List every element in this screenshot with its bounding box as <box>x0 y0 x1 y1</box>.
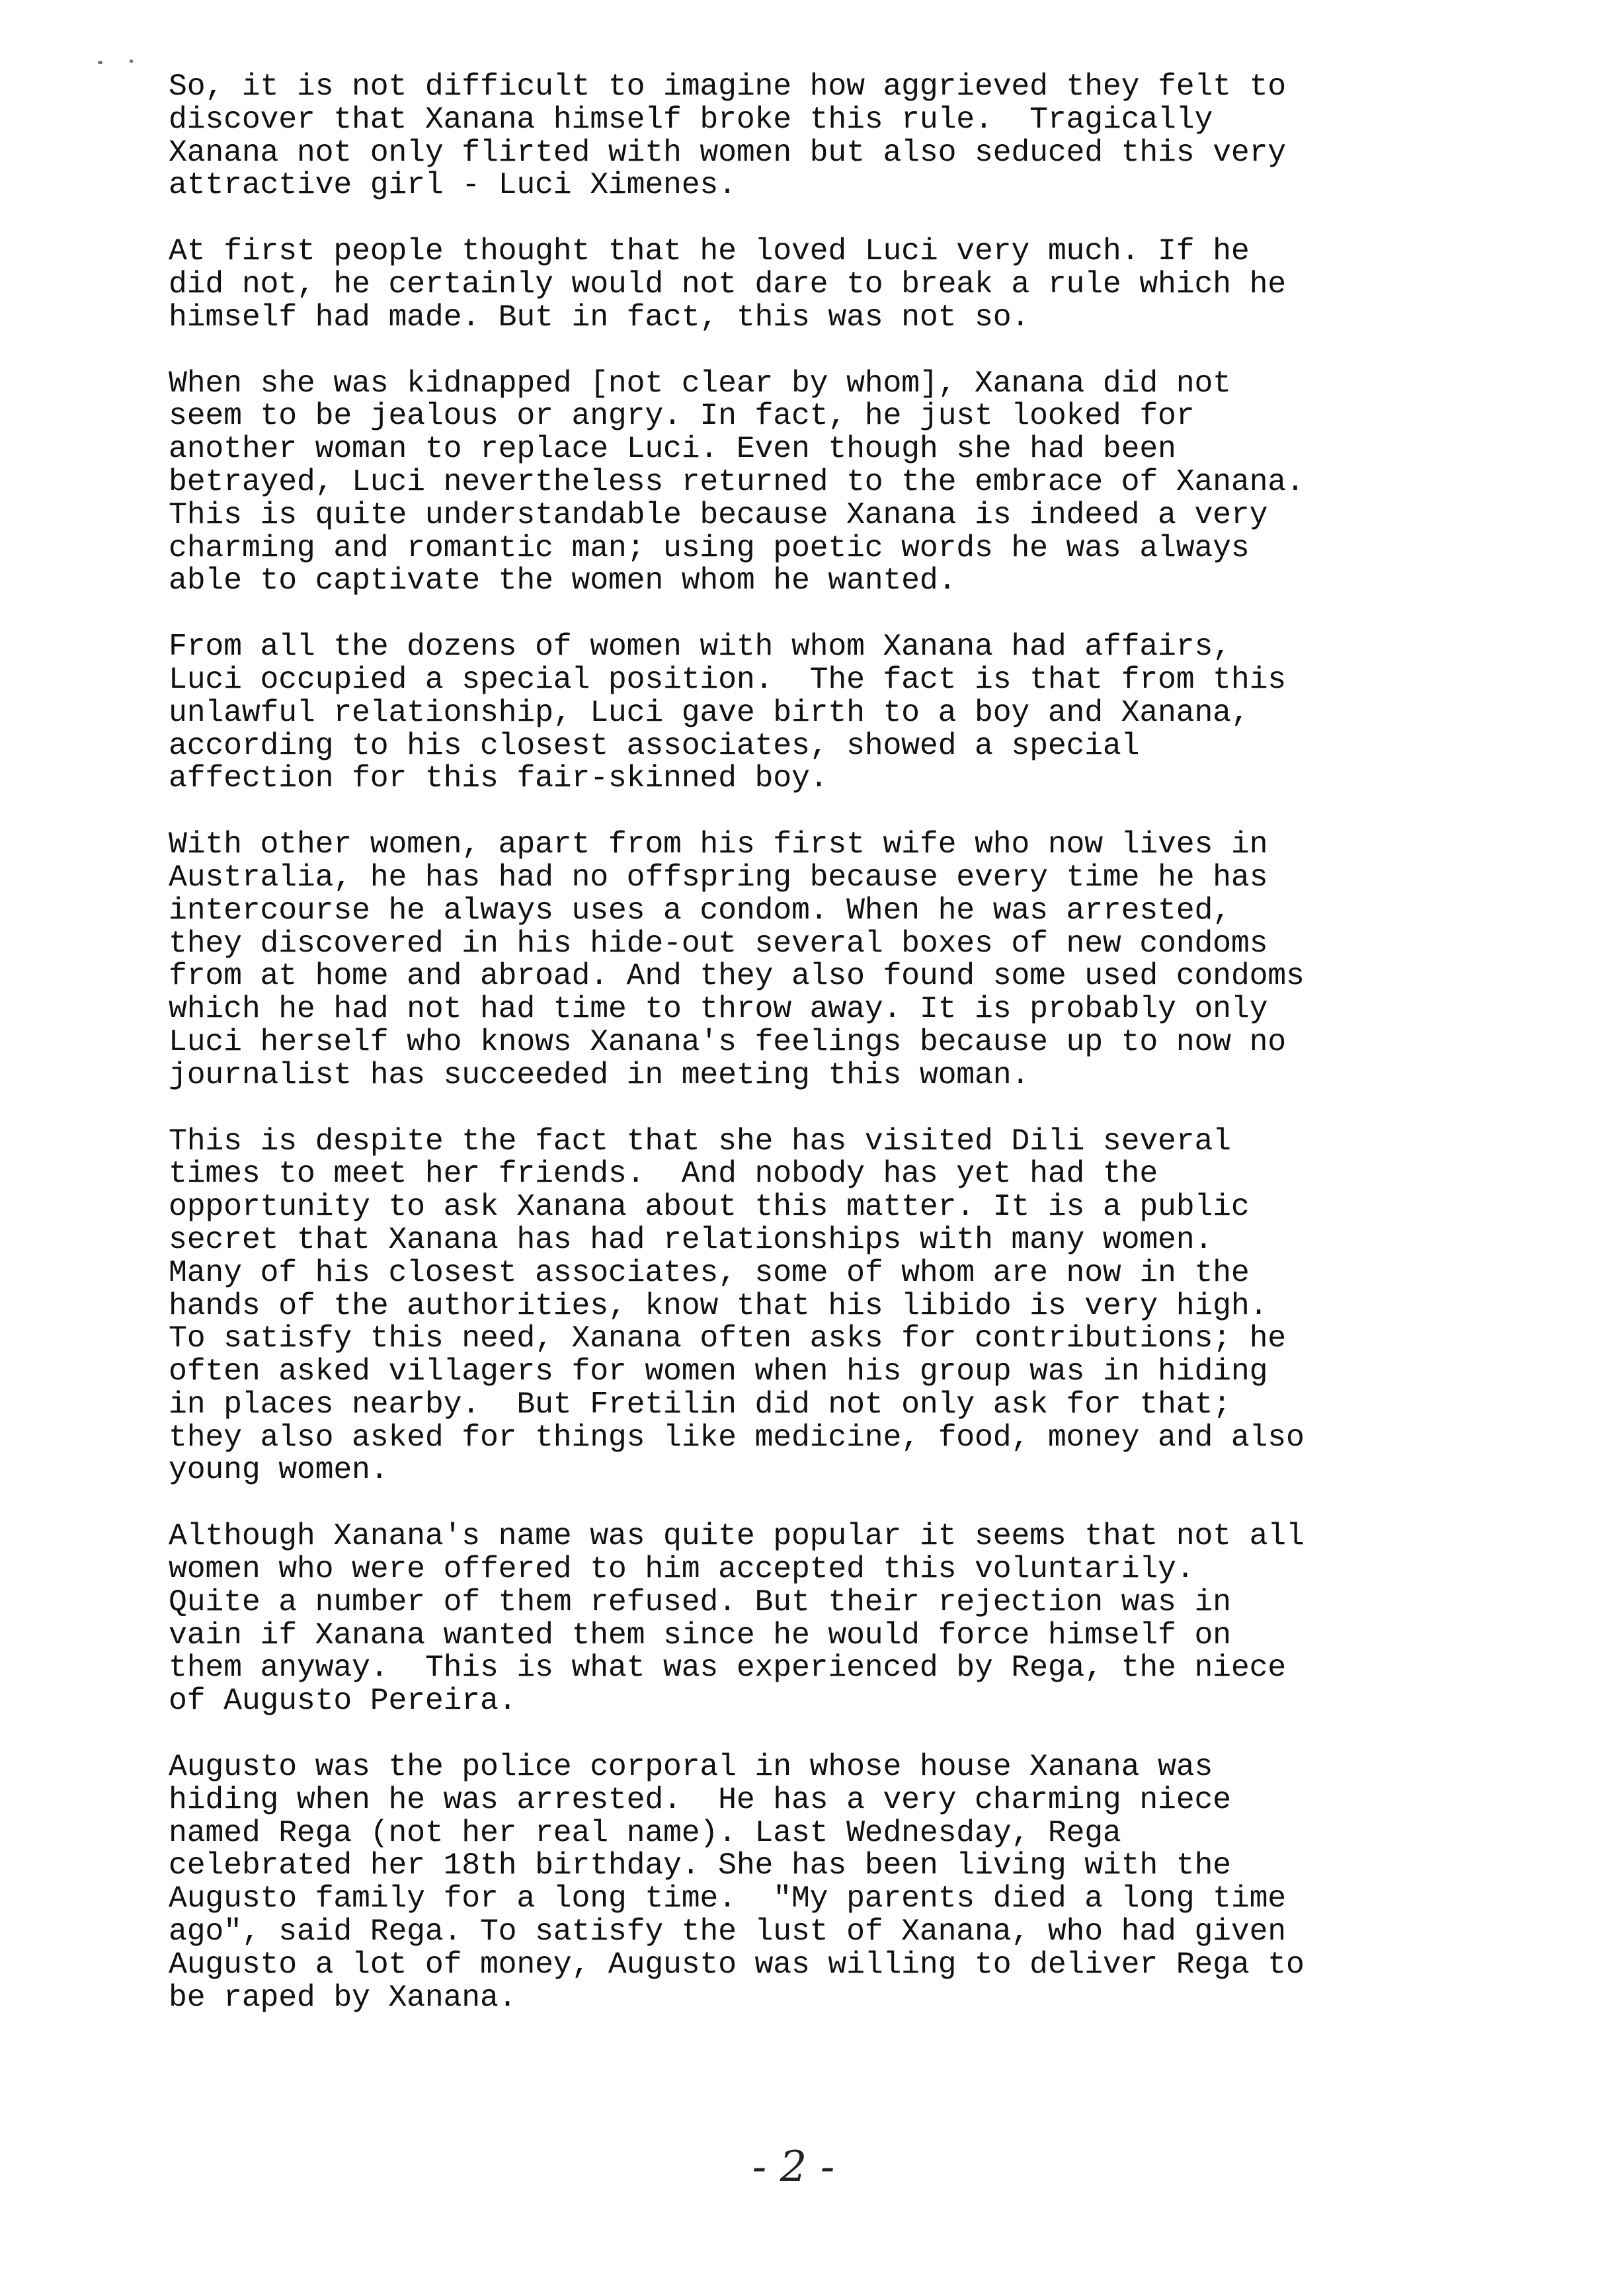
text-line: which he had not had time to throw away. It is probably only <box>169 991 1268 1027</box>
text-line: When she was kidnapped [not clear by whom], Xanana did not <box>169 365 1231 401</box>
text-line: times to meet her friends. And nobody has yet had the <box>169 1156 1158 1192</box>
paragraph-2 <box>169 235 1577 333</box>
text-line: himself had made. But in fact, this was not so. <box>169 299 1030 335</box>
text-line: often asked villagers for women when his group was in hiding <box>169 1354 1268 1389</box>
text-line: ago", said Rega. To satisfy the lust of Xanana, who had given <box>169 1914 1286 1949</box>
text-line: them anyway. This is what was experienced by Rega, the niece <box>169 1650 1286 1686</box>
text-line: seem to be jealous or angry. In fact, he just looked for <box>169 398 1195 434</box>
text-line: betrayed, Luci nevertheless returned to the embrace of Xanana. <box>169 464 1305 499</box>
text-line: another woman to replace Luci. Even though she had been <box>169 431 1176 467</box>
text-line: vain if Xanana wanted them since he would force himself on <box>169 1617 1231 1653</box>
text-line: celebrated her 18th birthday. She has been living with the <box>169 1848 1231 1883</box>
text-line: Augusto was the police corporal in whose house Xanana was <box>169 1749 1213 1785</box>
text-line: Augusto a lot of money, Augusto was willing to deliver Rega to <box>169 1946 1305 1982</box>
text-line: they discovered in his hide-out several boxes of new condoms <box>169 925 1268 961</box>
text-line: intercourse he always uses a condom. When he was arrested, <box>169 892 1231 928</box>
text-line: journalist has succeeded in meeting this woman. <box>169 1057 1030 1092</box>
text-line: charming and romantic man; using poetic words he was always <box>169 530 1250 565</box>
paragraph-3 <box>169 367 1577 598</box>
page-number: - 2 - <box>752 2143 835 2192</box>
text-line: according to his closest associates, showed a special <box>169 727 1140 763</box>
text-line: hands of the authorities, know that his libido is very high. <box>169 1288 1268 1323</box>
text-line: From all the dozens of women with whom Xanana had affairs, <box>169 629 1231 665</box>
paragraph-6 <box>169 1125 1577 1487</box>
paragraph-4 <box>169 630 1577 795</box>
document-body <box>169 70 1577 2047</box>
text-line: secret that Xanana has had relationships with many women. <box>169 1221 1213 1257</box>
text-line: Augusto family for a long time. "My parents died a long time <box>169 1881 1286 1916</box>
text-line: To satisfy this need, Xanana often asks for contributions; he <box>169 1321 1286 1356</box>
text-line: Although Xanana's name was quite popular it seems that not all <box>169 1518 1305 1554</box>
text-line: they also asked for things like medicine, food, money and also <box>169 1419 1305 1455</box>
text-line: able to captivate the women whom he wanted. <box>169 563 957 598</box>
paragraph-8 <box>169 1750 1577 2014</box>
text-line: So, it is not difficult to imagine how aggrieved they felt to <box>169 69 1286 104</box>
text-line: unlawful relationship, Luci gave birth to a boy and Xanana, <box>169 694 1250 730</box>
text-line: hiding when he was arrested. He has a very charming niece <box>169 1782 1231 1817</box>
text-line: in places nearby. But Fretilin did not only ask for that; <box>169 1386 1231 1422</box>
text-line: women who were offered to him accepted this voluntarily. <box>169 1551 1195 1587</box>
text-line: young women. <box>169 1452 389 1488</box>
text-line: With other women, apart from his first wife who now lives in <box>169 827 1268 862</box>
text-line: Luci occupied a special position. The fact is that from this <box>169 661 1286 697</box>
text-line: Luci herself who knows Xanana's feelings because up to now no <box>169 1024 1286 1059</box>
text-line: discover that Xanana himself broke this rule. Tragically <box>169 101 1213 137</box>
text-line: At first people thought that he loved Luci very much. If he <box>169 233 1250 269</box>
text-line: named Rega (not her real name). Last Wednesday, Rega <box>169 1815 1121 1850</box>
text-line: did not, he certainly would not dare to break a rule which he <box>169 266 1286 302</box>
paragraph-1 <box>169 70 1577 202</box>
paragraph-7 <box>169 1520 1577 1717</box>
text-line: opportunity to ask Xanana about this matter. It is a public <box>169 1189 1250 1225</box>
text-line: of Augusto Pereira. <box>169 1683 517 1719</box>
paragraph-5 <box>169 828 1577 1091</box>
text-line: attractive girl - Luci Ximenes. <box>169 167 737 203</box>
text-line: Xanana not only flirted with women but also seduced this very <box>169 134 1286 170</box>
text-line: Australia, he has had no offspring because every time he has <box>169 859 1268 895</box>
text-line: This is despite the fact that she has visited Dili several <box>169 1123 1231 1159</box>
text-line: Many of his closest associates, some of whom are now in the <box>169 1254 1250 1290</box>
text-line: affection for this fair-skinned boy. <box>169 760 828 796</box>
text-line: Quite a number of them refused. But their rejection was in <box>169 1584 1231 1620</box>
text-line: from at home and abroad. And they also found some used condoms <box>169 958 1305 994</box>
scan-speck <box>98 61 102 64</box>
scan-speck <box>130 60 133 63</box>
text-line: This is quite understandable because Xanana is indeed a very <box>169 497 1268 532</box>
text-line: be raped by Xanana. <box>169 1979 517 2015</box>
